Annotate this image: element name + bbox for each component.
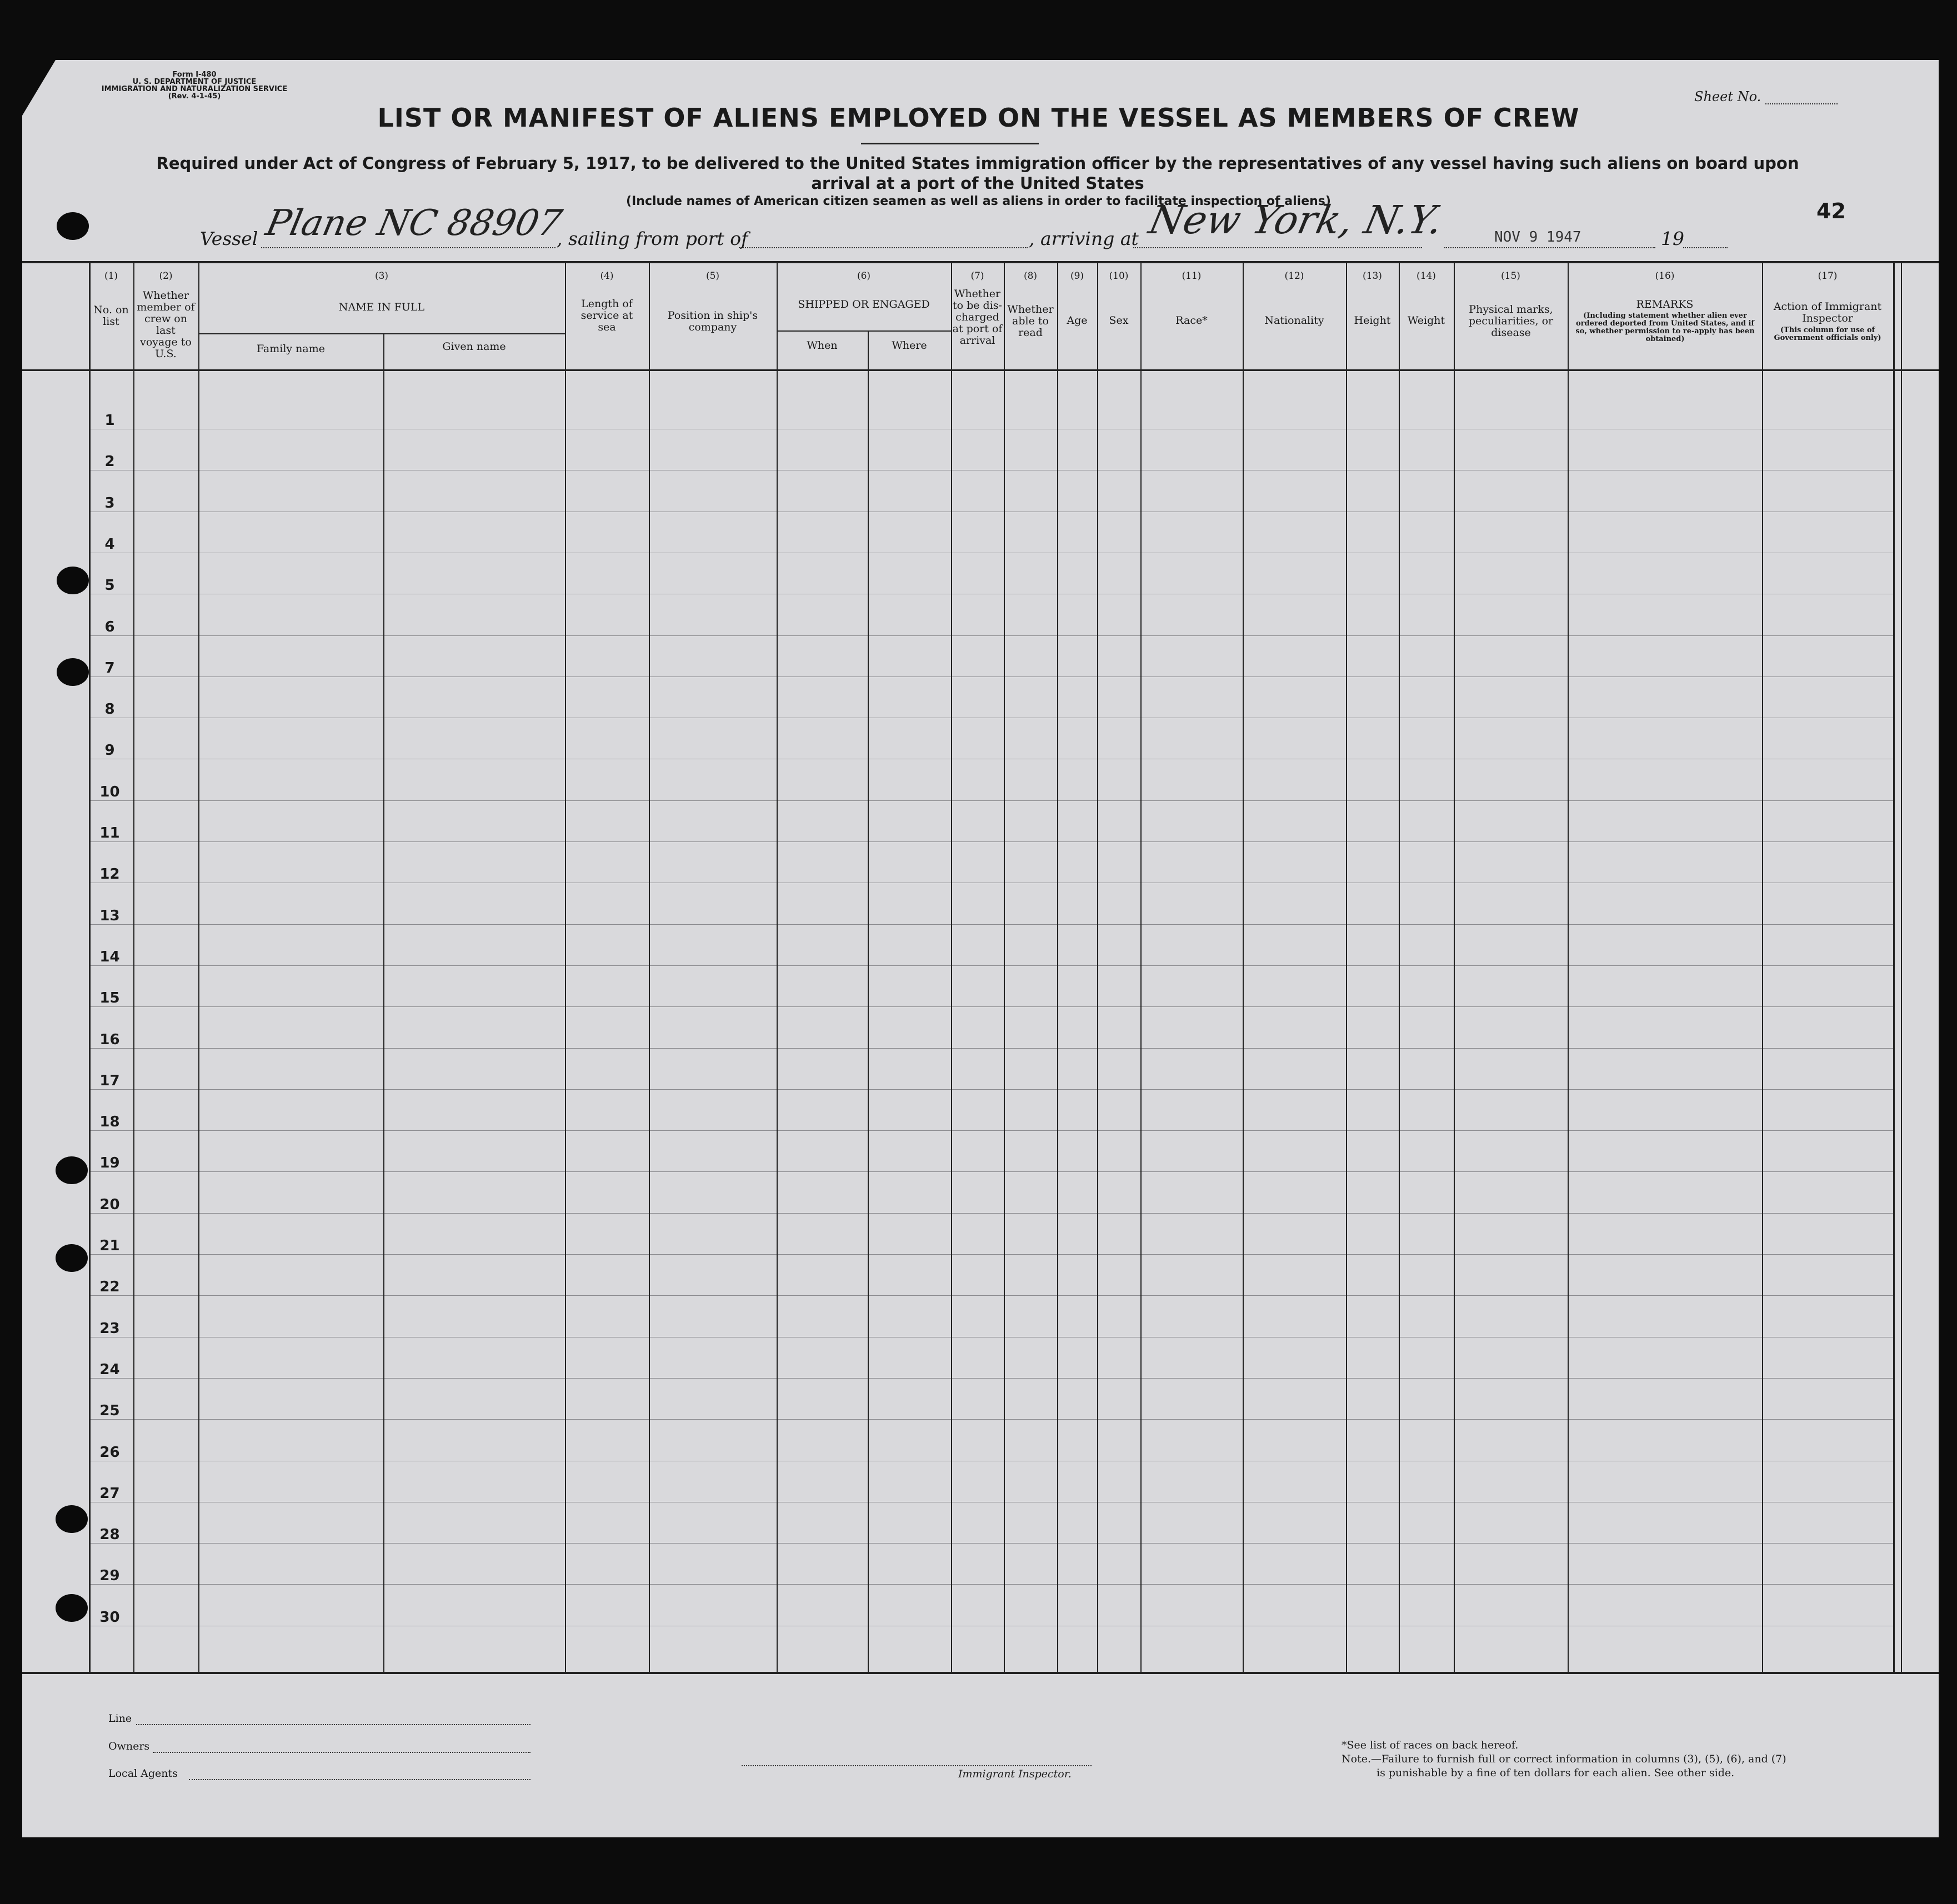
col2-header: Whether member of crew on last voyage to U.S. bbox=[137, 289, 195, 360]
line-label: Line bbox=[108, 1712, 132, 1725]
col-divider bbox=[1454, 261, 1455, 1672]
penalty-note-cont: is punishable by a fine of ten dollars for each alien. See other side. bbox=[1377, 1767, 1735, 1779]
row-rule bbox=[89, 1584, 1893, 1585]
row-number: 30 bbox=[99, 1609, 120, 1626]
col5-num: (5) bbox=[705, 270, 720, 282]
col1-num: (1) bbox=[104, 270, 118, 282]
row-rule bbox=[89, 800, 1893, 801]
col5-header: Position in ship's company bbox=[667, 309, 758, 333]
form-subtitle: Required under Act of Congress of February 5, 1917, to be delivered to the United States immigration officer by the representatives of any vessel having such aliens on board upon arrival at a port of the United States bbox=[156, 154, 1799, 193]
col17-subheader: (This column for use of Government officials only) bbox=[1774, 326, 1881, 342]
vessel-value: Plane NC 88907 bbox=[262, 203, 565, 244]
row-rule bbox=[89, 1419, 1893, 1420]
col17-header: Action of Immigrant Inspector bbox=[1773, 300, 1882, 324]
arriving-label: , arriving at bbox=[1029, 228, 1139, 249]
col-divider bbox=[383, 333, 384, 1672]
row-number: 2 bbox=[104, 453, 115, 470]
row-number: 15 bbox=[99, 990, 120, 1006]
col8-header: Whether able to read bbox=[1007, 303, 1054, 339]
row-number: 5 bbox=[104, 577, 115, 594]
row-rule bbox=[89, 1089, 1893, 1090]
service: IMMIGRATION AND NATURALIZATION SERVICE bbox=[101, 85, 288, 93]
col8-num: (8) bbox=[1023, 270, 1038, 282]
row-number: 28 bbox=[99, 1526, 120, 1543]
row-number: 18 bbox=[99, 1114, 120, 1130]
row-number: 19 bbox=[99, 1155, 120, 1171]
col14-num: (14) bbox=[1417, 270, 1436, 282]
row-number: 4 bbox=[104, 536, 115, 553]
col3-family-header: Family name bbox=[257, 343, 325, 355]
col3-header: NAME IN FULL bbox=[338, 301, 425, 313]
col-divider bbox=[1004, 261, 1005, 1672]
row-number: 27 bbox=[99, 1485, 120, 1502]
row-rule bbox=[89, 841, 1893, 842]
row-number: 26 bbox=[99, 1444, 120, 1461]
binder-hole bbox=[57, 658, 89, 686]
row-rule bbox=[89, 1130, 1893, 1131]
col-divider bbox=[1399, 261, 1400, 1672]
races-note: *See list of races on back hereof. bbox=[1342, 1739, 1519, 1751]
sheet-label: Sheet No. bbox=[1694, 89, 1761, 104]
page-title: LIST OR MANIFEST OF ALIENS EMPLOYED ON THE VESSEL AS MEMBERS OF CREW bbox=[377, 103, 1580, 133]
table-bottom-border bbox=[22, 1672, 1939, 1674]
row-number: 6 bbox=[104, 619, 115, 635]
title-rule bbox=[861, 143, 1039, 144]
table-header-bottom bbox=[22, 369, 1939, 371]
col7-num: (7) bbox=[970, 270, 984, 282]
row-number: 14 bbox=[99, 949, 120, 965]
owners-label: Owners bbox=[108, 1740, 150, 1752]
inspector-signature-label: Immigrant Inspector. bbox=[958, 1768, 1072, 1780]
row-rule bbox=[89, 1378, 1893, 1379]
binder-hole bbox=[56, 1505, 88, 1533]
binder-hole bbox=[56, 1156, 88, 1184]
row-number: 3 bbox=[104, 495, 115, 512]
col-divider bbox=[868, 330, 869, 1672]
row-number: 21 bbox=[99, 1237, 120, 1254]
col9-header: Age bbox=[1067, 314, 1088, 327]
row-rule bbox=[89, 1295, 1893, 1296]
col11-header: Race* bbox=[1175, 314, 1208, 327]
col-divider bbox=[1762, 261, 1763, 1672]
col16-num: (16) bbox=[1655, 270, 1675, 282]
form-number: Form I-480 bbox=[172, 71, 217, 79]
table-top-border bbox=[22, 261, 1939, 263]
col-divider bbox=[951, 261, 952, 1672]
row-number: 1 bbox=[104, 412, 115, 429]
arriving-value: New York, N.Y. bbox=[1145, 197, 1447, 243]
year-label: 19 bbox=[1661, 228, 1684, 249]
col4-num: (4) bbox=[600, 270, 614, 282]
col6-where-header: Where bbox=[892, 339, 927, 352]
row-number: 29 bbox=[99, 1567, 120, 1584]
row-number: 12 bbox=[99, 866, 120, 883]
row-number: 24 bbox=[99, 1361, 120, 1378]
row-number: 25 bbox=[99, 1402, 120, 1419]
col12-header: Nationality bbox=[1264, 314, 1324, 327]
col10-header: Sex bbox=[1109, 314, 1129, 327]
row-number: 20 bbox=[99, 1196, 120, 1213]
col12-num: (12) bbox=[1284, 270, 1304, 282]
col13-num: (13) bbox=[1363, 270, 1382, 282]
col-divider bbox=[1568, 261, 1569, 1672]
date-stamp: NOV 9 1947 bbox=[1494, 229, 1581, 245]
row-rule bbox=[89, 1254, 1893, 1255]
col-divider bbox=[1243, 261, 1244, 1672]
binder-hole bbox=[57, 212, 89, 240]
row-rule bbox=[89, 965, 1893, 966]
col14-header: Weight bbox=[1407, 314, 1445, 327]
row-number: 23 bbox=[99, 1320, 120, 1337]
binder-hole bbox=[56, 1244, 88, 1272]
col-divider bbox=[133, 261, 134, 1672]
col10-num: (10) bbox=[1109, 270, 1129, 282]
row-number: 8 bbox=[104, 701, 115, 718]
col-divider bbox=[565, 261, 566, 1672]
department: U. S. DEPARTMENT OF JUSTICE bbox=[132, 78, 257, 86]
col3-given-header: Given name bbox=[442, 340, 506, 353]
row-number: 10 bbox=[99, 784, 120, 800]
col2-num: (2) bbox=[159, 270, 173, 282]
row-number: 11 bbox=[99, 825, 120, 841]
col13-header: Height bbox=[1354, 314, 1391, 327]
col17-num: (17) bbox=[1818, 270, 1838, 282]
row-number: 7 bbox=[104, 660, 115, 677]
sheet-number-field bbox=[1694, 89, 1838, 104]
row-rule bbox=[89, 924, 1893, 925]
col-divider bbox=[1057, 261, 1058, 1672]
col-divider bbox=[777, 261, 778, 1672]
row-number: 22 bbox=[99, 1279, 120, 1295]
col-divider bbox=[198, 261, 199, 1672]
penalty-note: Note.—Failure to furnish full or correct information in columns (3), (5), (6), and (7) bbox=[1342, 1753, 1786, 1765]
revision: (Rev. 4-1-45) bbox=[168, 92, 221, 101]
row-rule bbox=[89, 1048, 1893, 1049]
vessel-label: Vessel bbox=[200, 228, 258, 249]
col15-num: (15) bbox=[1501, 270, 1520, 282]
col-divider bbox=[1901, 261, 1902, 1672]
row-rule bbox=[89, 1171, 1893, 1172]
local-agents-label: Local Agents bbox=[108, 1767, 178, 1780]
col16-header: REMARKS bbox=[1636, 298, 1694, 310]
form-note: (Include names of American citizen seamen as well as aliens in order to facilitate inspection of aliens) bbox=[626, 194, 1331, 208]
row-rule bbox=[89, 1213, 1893, 1214]
row-number: 13 bbox=[99, 908, 120, 924]
col-divider bbox=[1346, 261, 1347, 1672]
col-divider bbox=[649, 261, 650, 1672]
binder-hole bbox=[56, 1594, 88, 1622]
row-rule bbox=[89, 1006, 1893, 1007]
col-divider bbox=[1097, 261, 1098, 1672]
col6-header: SHIPPED OR ENGAGED bbox=[798, 298, 930, 310]
col11-num: (11) bbox=[1182, 270, 1202, 282]
col-divider bbox=[1893, 261, 1895, 1672]
col-divider bbox=[1140, 261, 1142, 1672]
sailing-label: , sailing from port of bbox=[557, 228, 748, 249]
form-code bbox=[78, 71, 311, 100]
col6-when-header: When bbox=[807, 339, 838, 352]
col6-num: (6) bbox=[857, 270, 871, 282]
row-rule bbox=[89, 1543, 1893, 1544]
col15-header: Physical marks, peculiarities, or disease bbox=[1468, 303, 1554, 339]
col16-subheader: (Including statement whether alien ever ordered deported from United States, and if so, whether permission to re-apply has been obtained) bbox=[1575, 312, 1755, 343]
row-number: 16 bbox=[99, 1031, 120, 1048]
row-number: 9 bbox=[104, 742, 115, 759]
col4-header: Length of service at sea bbox=[580, 298, 633, 333]
col3-num: (3) bbox=[374, 270, 389, 282]
row-rule bbox=[89, 635, 1893, 636]
col9-num: (9) bbox=[1070, 270, 1084, 282]
col1-header: No. on list bbox=[93, 304, 129, 328]
row-number: 17 bbox=[99, 1073, 120, 1089]
col7-header: Whether to be dis-charged at port of arrival bbox=[952, 288, 1003, 347]
page-number: 42 bbox=[1816, 199, 1846, 223]
binder-hole bbox=[57, 567, 89, 594]
